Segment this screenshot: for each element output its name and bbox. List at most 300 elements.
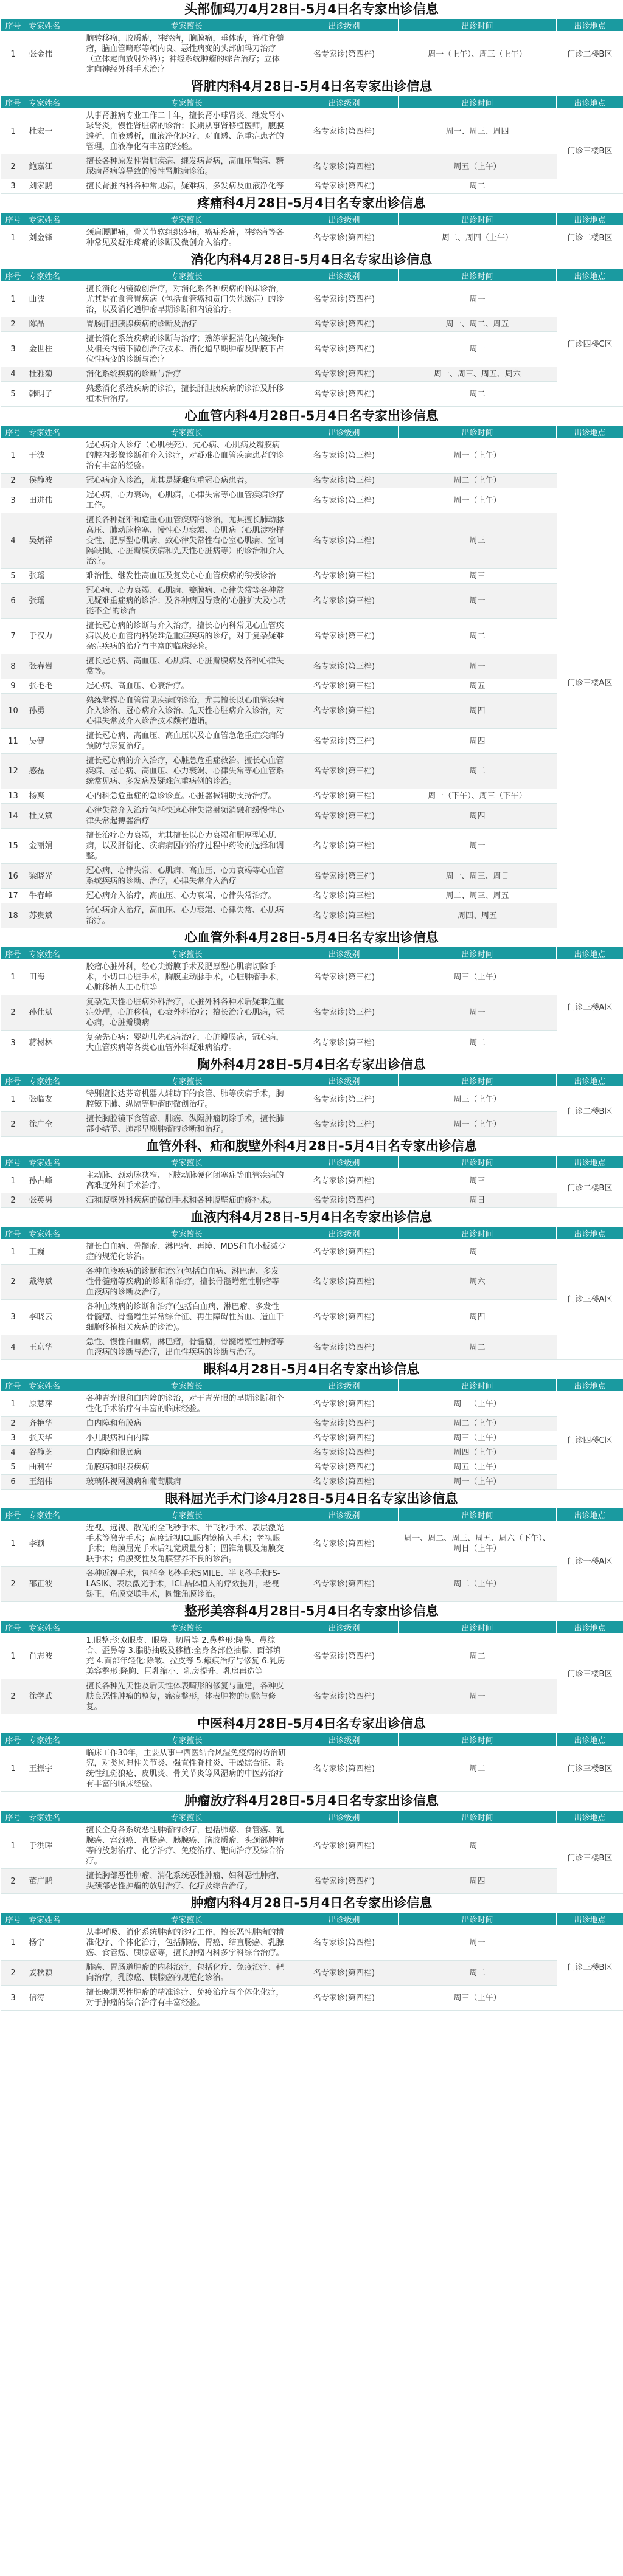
cell-name: 曲利军 (26, 1460, 83, 1475)
section-title: 血管外科、疝和腹壁外科4月28日-5月4日名专家出诊信息 (0, 1137, 623, 1155)
cell-spec: 从事肾脏病专业工作二十年，擅长肾小球肾炎、继发肾小球肾炎，慢性肾脏病的诊治；长期从事肾移植医师，腹膜透析，血液透析，血液净化医疗，对血透、危重症患者的管理，血液净化有丰富的经验。 (83, 109, 290, 154)
column-header: 专家姓名 (26, 1811, 83, 1823)
cell-level: 名专家诊(第四档) (290, 317, 399, 332)
cell-time: 周二、周四（上午） (399, 226, 557, 250)
cell-name: 张金伟 (26, 32, 83, 77)
cell-time: 周二 (399, 382, 557, 407)
column-header: 专家擅长 (83, 1508, 290, 1521)
cell-name: 牛春峰 (26, 889, 83, 903)
cell-level: 名专家诊(第四档) (290, 1521, 399, 1567)
cell-name: 李晓云 (26, 1300, 83, 1335)
cell-time: 周一（下午）、周三（下午） (399, 789, 557, 804)
cell-location: 门诊二楼B区 (557, 226, 623, 250)
cell-time: 周日 (399, 1193, 557, 1208)
cell-no: 1 (1, 1746, 26, 1792)
cell-level: 名专家诊(第四档) (290, 1460, 399, 1475)
cell-spec: 冠心病介入诊疗（心肌梗死）、先心病、心肌病及瓣膜病的腔内影像诊断和介入诊疗，对疑难心血管疾病患者的诊治有丰富的经验。 (83, 438, 290, 474)
schedule-table (0, 212, 623, 250)
cell-time: 周一、周二、周五 (399, 317, 557, 332)
column-header: 专家姓名 (26, 1074, 83, 1087)
table-row (1, 1417, 623, 1431)
cell-spec: 冠心病介入治疗，高血压、心力衰竭、心律失常治疗。 (83, 889, 290, 903)
cell-spec: 各种血液疾病的诊断和治疗(包括白血病、淋巴瘤、多发性骨髓瘤等疾病)的诊断和治疗，擅长骨髓增殖性肿瘤等血液病的诊断及治疗。 (83, 1265, 290, 1300)
cell-name: 张临友 (26, 1087, 83, 1112)
section-title: 肿瘤内科4月28日-5月4日名专家出诊信息 (0, 1894, 623, 1912)
table-row (1, 789, 623, 804)
cell-spec: 白内障和角膜病 (83, 1417, 290, 1431)
section-title: 血液内科4月28日-5月4日名专家出诊信息 (0, 1208, 623, 1226)
cell-no: 1 (1, 1634, 26, 1679)
cell-spec: 冠心病，心力衰竭，心肌病，心律失常等心血管疾病诊疗工作。 (83, 488, 290, 513)
column-header: 出诊时间 (399, 1811, 557, 1823)
cell-name: 肖志波 (26, 1634, 83, 1679)
column-header: 出诊地点 (557, 426, 623, 438)
cell-no: 3 (1, 1986, 26, 2011)
table-row (1, 438, 623, 474)
cell-name: 金世柱 (26, 332, 83, 367)
cell-level: 名专家诊(第四档) (290, 1240, 399, 1265)
column-header: 出诊级别 (290, 1156, 399, 1169)
cell-name: 徐学武 (26, 1679, 83, 1714)
table-row (1, 1634, 623, 1679)
cell-name: 刘金锋 (26, 226, 83, 250)
table-row (1, 1335, 623, 1360)
cell-no: 2 (1, 154, 26, 179)
cell-time: 周一 (399, 995, 557, 1031)
cell-no: 10 (1, 694, 26, 729)
table-row (1, 694, 623, 729)
cell-spec: 肺癌、胃肠道肿瘤的内科治疗，包括化疗、免疫治疗、靶向治疗，乳腺癌、胰腺癌的规范化诊治。 (83, 1961, 290, 1986)
cell-spec: 各种近视手术，包括全飞秒手术SMILE、半飞秒手术FS-LASIK、表层激光手术，ICL晶体植入的疗效提升，老视矫正，角膜交联手术，圆锥角膜诊治。 (83, 1567, 290, 1602)
cell-name: 孙仕斌 (26, 995, 83, 1031)
cell-no: 2 (1, 474, 26, 488)
cell-no: 2 (1, 1193, 26, 1208)
cell-level: 名专家诊(第三档) (290, 903, 399, 928)
cell-time: 周五（上午） (399, 1460, 557, 1475)
cell-no: 5 (1, 1460, 26, 1475)
column-header: 出诊级别 (290, 426, 399, 438)
table-row (1, 654, 623, 679)
cell-no: 16 (1, 864, 26, 889)
cell-spec: 熟悉消化系统疾病的诊治，擅长肝胆胰疾病的诊治及肝移植术后治疗。 (83, 382, 290, 407)
table-row (1, 1869, 623, 1894)
cell-time: 周一 (399, 829, 557, 864)
cell-no: 1 (1, 1521, 26, 1567)
cell-time: 周四 (399, 1300, 557, 1335)
cell-time: 周三（上午） (399, 1986, 557, 2011)
cell-spec: 1.眼整形:双眼皮、眼袋、切眉等 2.鼻整形:隆鼻、鼻综合、歪鼻等 3.脂肪抽吸及移植:全身各部位抽脂、面部填充 4.面部年轻化:除皱、拉皮等 5.瘢痕治疗与修复 6.乳房美容整形:隆胸、巨乳缩小、乳房提升、乳房再造等 (83, 1634, 290, 1679)
cell-spec: 复杂先天性心脏病外科治疗，心脏外科各种术后疑难危重症处理，心脏移植，心衰外科治疗；擅长治疗心肌病，冠心病，心脏瓣膜病 (83, 995, 290, 1031)
column-header: 专家擅长 (83, 96, 290, 109)
cell-name: 杜宏一 (26, 109, 83, 154)
cell-no: 3 (1, 1431, 26, 1446)
cell-name: 张毛毛 (26, 679, 83, 694)
cell-location: 门诊三楼A区 (557, 438, 623, 928)
cell-time: 周一（上午）、周三（上午） (399, 32, 557, 77)
cell-level: 名专家诊(第四档) (290, 1417, 399, 1431)
cell-level: 名专家诊(第三档) (290, 1087, 399, 1112)
cell-time: 周三 (399, 513, 557, 569)
cell-level: 名专家诊(第三档) (290, 829, 399, 864)
section-title: 中医科4月28日-5月4日名专家出诊信息 (0, 1714, 623, 1733)
cell-no: 14 (1, 804, 26, 829)
cell-name: 姜秋颖 (26, 1961, 83, 1986)
cell-level: 名专家诊(第三档) (290, 438, 399, 474)
table-row (1, 226, 623, 250)
cell-name: 于波 (26, 438, 83, 474)
cell-level: 名专家诊(第三档) (290, 995, 399, 1031)
column-header: 专家擅长 (83, 426, 290, 438)
column-header: 出诊地点 (557, 19, 623, 32)
cell-time: 周四、周五 (399, 903, 557, 928)
cell-level: 名专家诊(第三档) (290, 569, 399, 584)
cell-time: 周二 (399, 1031, 557, 1055)
schedule-table (0, 1733, 623, 1792)
cell-spec: 擅长冠心病、高血压、高血压以及心血管急危重症疾病的预防与康复治疗。 (83, 729, 290, 754)
cell-level: 名专家诊(第四档) (290, 1446, 399, 1460)
cell-time: 周三（上午） (399, 960, 557, 995)
cell-no: 6 (1, 584, 26, 619)
column-header: 出诊时间 (399, 1913, 557, 1925)
cell-time: 周四 (399, 804, 557, 829)
cell-spec: 心内科急危重症的急诊诊查。心脏器械辅助支持治疗。 (83, 789, 290, 804)
cell-level: 名专家诊(第三档) (290, 1031, 399, 1055)
cell-no: 3 (1, 1031, 26, 1055)
cell-time: 周一、周三、周五、周六 (399, 367, 557, 382)
column-header: 出诊级别 (290, 1811, 399, 1823)
cell-level: 名专家诊(第三档) (290, 619, 399, 654)
column-header: 专家姓名 (26, 1227, 83, 1240)
cell-spec: 特别擅长达芬奇机器人辅助下的食管、肺等疾病手术，胸腔镜下肺、纵隔等肿瘤的微创治疗。 (83, 1087, 290, 1112)
section-title: 肾脏内科4月28日-5月4日名专家出诊信息 (0, 77, 623, 95)
column-header: 专家擅长 (83, 947, 290, 960)
cell-spec: 熟练掌握心血管常见疾病的诊治，尤其擅长以心血管疾病介入诊治、冠心病介入诊治、先天性心脏病介入诊治，对心律失常及介入诊治技术颇有造诣。 (83, 694, 290, 729)
table-row (1, 382, 623, 407)
column-header: 序号 (1, 947, 26, 960)
cell-no: 4 (1, 1446, 26, 1460)
cell-time: 周二（上午） (399, 474, 557, 488)
cell-no: 4 (1, 1335, 26, 1360)
column-header: 序号 (1, 426, 26, 438)
table-row (1, 1475, 623, 1490)
cell-name: 戴海斌 (26, 1265, 83, 1300)
cell-name: 王振宇 (26, 1746, 83, 1792)
column-header: 专家擅长 (83, 213, 290, 226)
table-row (1, 903, 623, 928)
cell-no: 15 (1, 829, 26, 864)
column-header: 专家姓名 (26, 1913, 83, 1925)
cell-spec: 擅长冠心病的诊断与介入治疗，擅长心内科常见心血管疾病以及心血管内科疑难危重症疾病的诊疗，对于复杂疑难杂症疾病的治疗有丰富的临床经验。 (83, 619, 290, 654)
cell-level: 名专家诊(第三档) (290, 889, 399, 903)
cell-spec: 冠心病介入治疗，高血压、心力衰竭、心律失常、心肌病治疗。 (83, 903, 290, 928)
cell-level: 名专家诊(第三档) (290, 789, 399, 804)
cell-spec: 各种血液病的诊断和治疗(包括白血病、淋巴瘤、多发性骨髓瘤、骨髓增生异常综合征、再生障碍性贫血、造血干细胞移植相关疾病的诊治)。 (83, 1300, 290, 1335)
cell-level: 名专家诊(第四档) (290, 1392, 399, 1417)
table-row (1, 1193, 623, 1208)
schedule-table (0, 1620, 623, 1714)
cell-level: 名专家诊(第四档) (290, 32, 399, 77)
cell-name: 张天华 (26, 1431, 83, 1446)
cell-level: 名专家诊(第三档) (290, 960, 399, 995)
column-header: 出诊级别 (290, 1074, 399, 1087)
cell-spec: 消化系统疾病的诊断与治疗 (83, 367, 290, 382)
table-row (1, 864, 623, 889)
column-header: 出诊时间 (399, 1621, 557, 1634)
cell-time: 周二（上午） (399, 1567, 557, 1602)
cell-level: 名专家诊(第四档) (290, 1679, 399, 1714)
cell-name: 田进伟 (26, 488, 83, 513)
table-row (1, 1240, 623, 1265)
column-header: 出诊级别 (290, 19, 399, 32)
cell-spec: 擅长冠心病、高血压、心肌病、心脏瓣膜病及各种心律失常等。 (83, 654, 290, 679)
column-header: 出诊级别 (290, 1508, 399, 1521)
cell-time: 周二 (399, 1335, 557, 1360)
cell-name: 陈晶 (26, 317, 83, 332)
cell-time: 周一 (399, 332, 557, 367)
cell-location: 门诊三楼B区 (557, 1823, 623, 1894)
cell-name: 于汉力 (26, 619, 83, 654)
cell-time: 周二 (399, 1634, 557, 1679)
column-header: 出诊地点 (557, 213, 623, 226)
cell-name: 田海 (26, 960, 83, 995)
cell-time: 周一（上午） (399, 488, 557, 513)
column-header: 专家擅长 (83, 1913, 290, 1925)
cell-time: 周三 (399, 569, 557, 584)
column-header: 出诊级别 (290, 1913, 399, 1925)
cell-spec: 擅长各种原发性肾脏疾病、继发病肾病，高血压肾病、糖尿病肾病等导致的慢性肾脏病诊治。 (83, 154, 290, 179)
cell-spec: 擅长各种疑难和危重心血管疾病的诊治，尤其擅长肺动脉高压、肺动脉栓塞、慢性心力衰竭、心肌病（心肌淀粉样变性、肥厚型心肌病、致心律失常性右心室心肌病、室间隔缺损、心脏瓣膜疾病和先天性心脏病等）的诊治和介入治疗。 (83, 513, 290, 569)
cell-time: 周一 (399, 1240, 557, 1265)
cell-no: 1 (1, 960, 26, 995)
cell-name: 苏贵斌 (26, 903, 83, 928)
cell-name: 杜雅菊 (26, 367, 83, 382)
section-title: 疼痛科4月28日-5月4日名专家出诊信息 (0, 194, 623, 212)
cell-spec: 冠心病、心力衰竭、心肌病、瓣膜病、心律失常等各种常见疑难重症病的诊治；及各种病因导致的'心脏扩大及心功能不全'的诊治 (83, 584, 290, 619)
cell-name: 张瑶 (26, 569, 83, 584)
cell-name: 齐艳华 (26, 1417, 83, 1431)
schedule-table (0, 269, 623, 407)
cell-time: 周一 (399, 1679, 557, 1714)
table-row (1, 1460, 623, 1475)
column-header: 出诊地点 (557, 1156, 623, 1169)
column-header: 出诊级别 (290, 269, 399, 282)
table-row (1, 1446, 623, 1460)
cell-no: 1 (1, 282, 26, 317)
cell-no: 12 (1, 754, 26, 789)
cell-level: 名专家诊(第四档) (290, 1925, 399, 1961)
column-header: 专家擅长 (83, 269, 290, 282)
cell-location: 门诊三楼B区 (557, 1634, 623, 1714)
table-row (1, 332, 623, 367)
table-row (1, 960, 623, 995)
column-header: 出诊地点 (557, 1621, 623, 1634)
cell-spec: 主动脉、颈动脉狭窄、下肢动脉硬化闭塞症等血管疾病的高难度外科手术治疗。 (83, 1169, 290, 1193)
cell-location: 门诊三楼B区 (557, 109, 623, 194)
section-title: 整形美容科4月28日-5月4日名专家出诊信息 (0, 1602, 623, 1620)
table-row (1, 488, 623, 513)
column-header: 序号 (1, 1913, 26, 1925)
schedule-table (0, 1508, 623, 1602)
column-header: 序号 (1, 1508, 26, 1521)
cell-spec: 颈肩腰腿痛，骨关节软组织疼痛，癌症疼痛，神经痛等各种常见及疑难疼痛的诊断及微创介入治疗。 (83, 226, 290, 250)
column-header: 序号 (1, 19, 26, 32)
column-header: 专家擅长 (83, 1811, 290, 1823)
cell-time: 周四（上午） (399, 1446, 557, 1460)
cell-spec: 脑转移瘤，胶质瘤，神经瘤，脑膜瘤，垂体瘤，脊柱脊髓瘤，脑血管畸形等颅内良、恶性病变的头部伽玛刀治疗（立体定向放射外科）；神经系统肿瘤的综合治疗；立体定向神经外科手术治疗 (83, 32, 290, 77)
cell-level: 名专家诊(第四档) (290, 1869, 399, 1894)
table-row (1, 1087, 623, 1112)
column-header: 出诊地点 (557, 1811, 623, 1823)
cell-name: 孙占峰 (26, 1169, 83, 1193)
cell-name: 王京华 (26, 1335, 83, 1360)
cell-spec: 白内障和眼底病 (83, 1446, 290, 1460)
cell-no: 8 (1, 654, 26, 679)
schedule-table (0, 1810, 623, 1894)
cell-name: 原慧萍 (26, 1392, 83, 1417)
table-row (1, 1265, 623, 1300)
cell-time: 周一、周三、周四 (399, 109, 557, 154)
cell-no: 2 (1, 1265, 26, 1300)
cell-level: 名专家诊(第三档) (290, 864, 399, 889)
cell-no: 1 (1, 1925, 26, 1961)
cell-name: 徐广全 (26, 1112, 83, 1137)
column-header: 出诊时间 (399, 1379, 557, 1392)
section-title: 胸外科4月28日-5月4日名专家出诊信息 (0, 1055, 623, 1074)
cell-level: 名专家诊(第四档) (290, 367, 399, 382)
column-header: 出诊地点 (557, 1379, 623, 1392)
cell-level: 名专家诊(第四档) (290, 1634, 399, 1679)
cell-no: 7 (1, 619, 26, 654)
cell-time: 周一、周二、周三、周五、周六（下午）、周日（上午） (399, 1521, 557, 1567)
table-row (1, 804, 623, 829)
cell-name: 金丽娟 (26, 829, 83, 864)
cell-level: 名专家诊(第四档) (290, 1431, 399, 1446)
column-header: 序号 (1, 1379, 26, 1392)
table-row (1, 474, 623, 488)
cell-level: 名专家诊(第四档) (290, 154, 399, 179)
column-header: 出诊时间 (399, 1156, 557, 1169)
cell-no: 1 (1, 1169, 26, 1193)
cell-level: 名专家诊(第三档) (290, 729, 399, 754)
column-header: 出诊时间 (399, 269, 557, 282)
cell-time: 周二 (399, 754, 557, 789)
table-row (1, 679, 623, 694)
cell-spec: 疝和腹壁外科疾病的微创手术和各种腹壁疝的修补术。 (83, 1193, 290, 1208)
cell-time: 周二 (399, 619, 557, 654)
cell-no: 1 (1, 32, 26, 77)
cell-level: 名专家诊(第四档) (290, 1567, 399, 1602)
column-header: 出诊级别 (290, 1227, 399, 1240)
cell-no: 3 (1, 332, 26, 367)
cell-level: 名专家诊(第四档) (290, 1961, 399, 1986)
cell-level: 名专家诊(第四档) (290, 1335, 399, 1360)
cell-level: 名专家诊(第四档) (290, 179, 399, 194)
column-header: 序号 (1, 1621, 26, 1634)
cell-no: 2 (1, 1961, 26, 1986)
cell-level: 名专家诊(第三档) (290, 474, 399, 488)
schedule-table (0, 95, 623, 194)
table-row (1, 1746, 623, 1792)
section-title: 眼科4月28日-5月4日名专家出诊信息 (0, 1360, 623, 1378)
table-row (1, 282, 623, 317)
cell-name: 感磊 (26, 754, 83, 789)
column-header: 出诊时间 (399, 19, 557, 32)
cell-no: 1 (1, 1392, 26, 1417)
cell-no: 9 (1, 679, 26, 694)
cell-time: 周一（上午） (399, 1475, 557, 1490)
schedule-table (0, 1912, 623, 2011)
column-header: 序号 (1, 1074, 26, 1087)
column-header: 序号 (1, 1733, 26, 1746)
cell-level: 名专家诊(第三档) (290, 1112, 399, 1137)
column-header: 出诊级别 (290, 1621, 399, 1634)
section-title: 眼科屈光手术门诊4月28日-5月4日名专家出诊信息 (0, 1490, 623, 1508)
cell-no: 3 (1, 488, 26, 513)
cell-time: 周二（上午） (399, 1417, 557, 1431)
table-row (1, 1112, 623, 1137)
cell-no: 4 (1, 367, 26, 382)
cell-level: 名专家诊(第三档) (290, 584, 399, 619)
cell-no: 17 (1, 889, 26, 903)
column-header: 专家擅长 (83, 1156, 290, 1169)
cell-name: 韩明子 (26, 382, 83, 407)
cell-spec: 擅长治疗心力衰竭，尤其擅长以心力衰竭和肥厚型心肌病，以及肝衍化、疾病病因的治疗过程中药物的选择和调整。 (83, 829, 290, 864)
cell-time: 周一、周三、周日 (399, 864, 557, 889)
column-header: 出诊时间 (399, 1227, 557, 1240)
column-header: 出诊时间 (399, 96, 557, 109)
table-row (1, 317, 623, 332)
table-row (1, 569, 623, 584)
cell-name: 杜文斌 (26, 804, 83, 829)
cell-level: 名专家诊(第四档) (290, 1986, 399, 2011)
column-header: 出诊时间 (399, 213, 557, 226)
table-row (1, 1567, 623, 1602)
cell-time: 周二、周三、周五 (399, 889, 557, 903)
cell-no: 13 (1, 789, 26, 804)
cell-no: 5 (1, 569, 26, 584)
column-header: 出诊级别 (290, 1379, 399, 1392)
cell-time: 周一 (399, 282, 557, 317)
schedule-table (0, 1378, 623, 1490)
column-header: 专家姓名 (26, 96, 83, 109)
table-row (1, 995, 623, 1031)
section-title: 心血管内科4月28日-5月4日名专家出诊信息 (0, 407, 623, 425)
table-row (1, 109, 623, 154)
cell-level: 名专家诊(第三档) (290, 754, 399, 789)
cell-no: 2 (1, 995, 26, 1031)
cell-name: 蒋树林 (26, 1031, 83, 1055)
column-header: 出诊级别 (290, 213, 399, 226)
cell-time: 周一（上午） (399, 1112, 557, 1137)
table-row (1, 1986, 623, 2011)
column-header: 出诊时间 (399, 426, 557, 438)
column-header: 序号 (1, 1227, 26, 1240)
cell-no: 2 (1, 1567, 26, 1602)
cell-location: 门诊二楼B区 (557, 1087, 623, 1137)
cell-name: 信涛 (26, 1986, 83, 2011)
cell-level: 名专家诊(第四档) (290, 1265, 399, 1300)
cell-name: 刘家鹏 (26, 179, 83, 194)
cell-location: 门诊三楼B区 (557, 1746, 623, 1792)
cell-time: 周三（上午） (399, 1431, 557, 1446)
cell-time: 周一 (399, 1925, 557, 1961)
cell-level: 名专家诊(第四档) (290, 1475, 399, 1490)
column-header: 出诊地点 (557, 269, 623, 282)
section-title: 头部伽玛刀4月28日-5月4日名专家出诊信息 (0, 0, 623, 18)
table-row (1, 179, 623, 194)
table-row (1, 1431, 623, 1446)
table-row (1, 1823, 623, 1869)
